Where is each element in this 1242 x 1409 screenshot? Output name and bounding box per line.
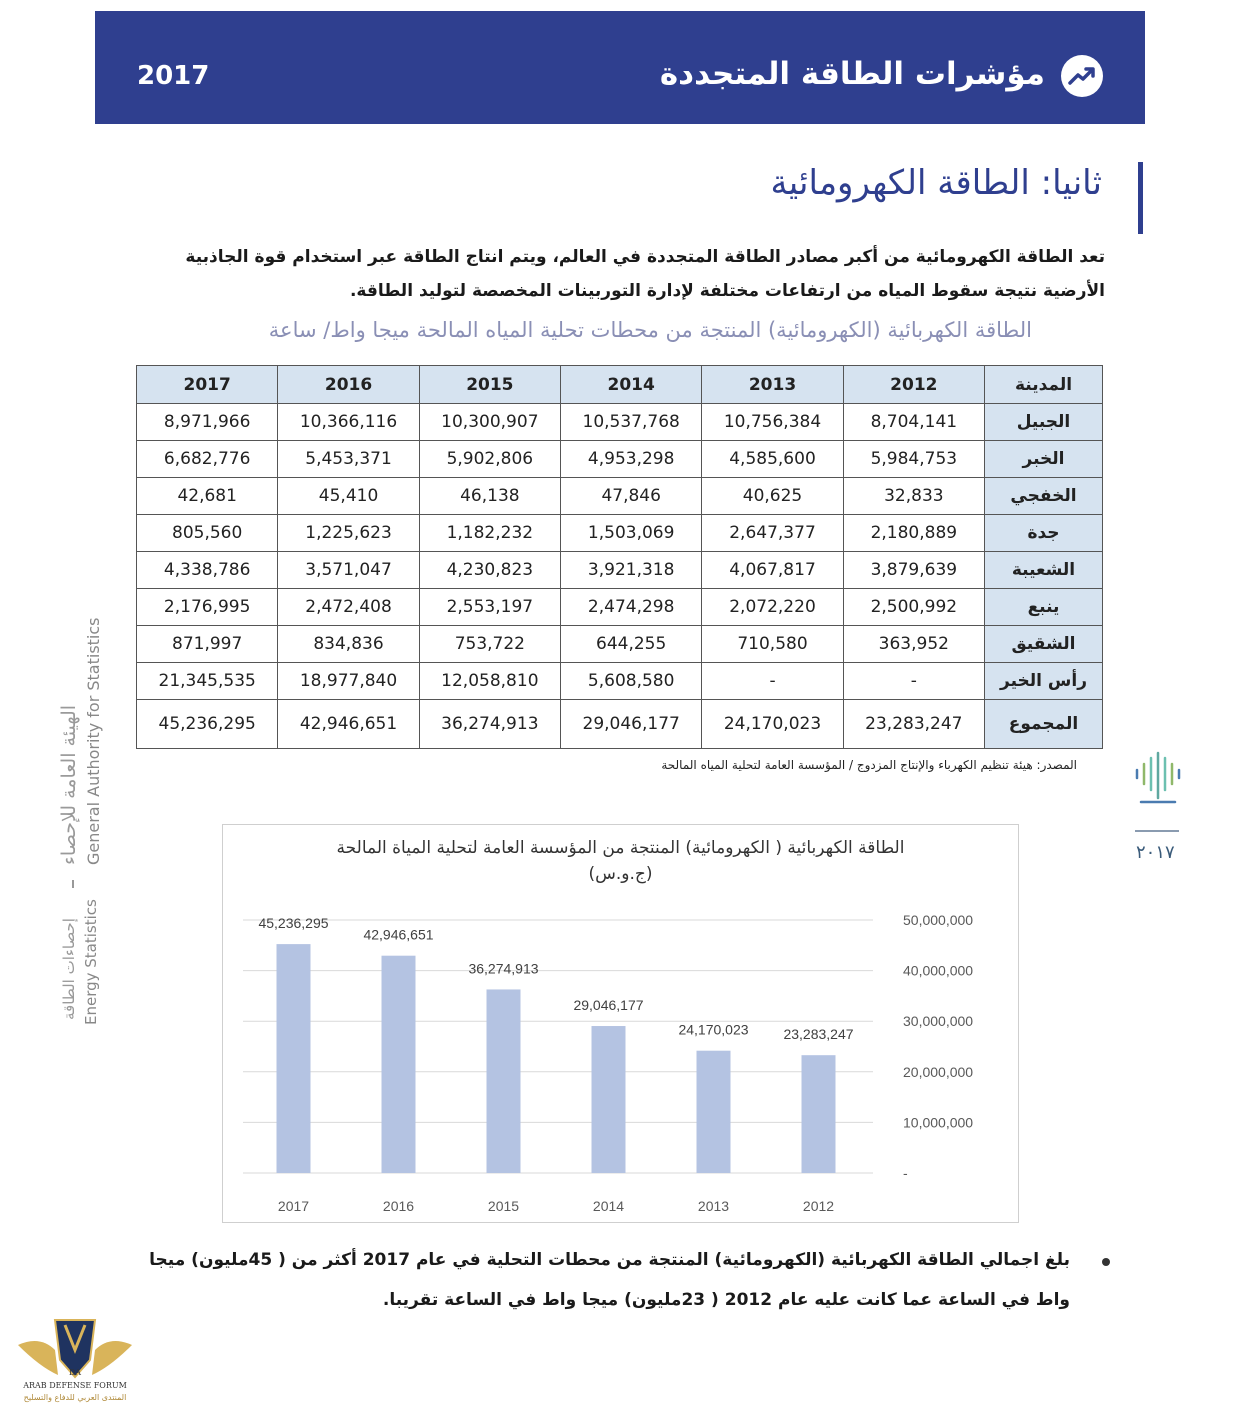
- bar-value-label: 42,946,651: [363, 926, 434, 943]
- bar: [802, 1055, 836, 1173]
- table-cell-value: 3,879,639: [843, 552, 984, 589]
- table-cell-value: 8,704,141: [843, 404, 984, 441]
- bar: [487, 989, 521, 1173]
- table-cell-value: 1,182,232: [419, 515, 560, 552]
- table-header-year: 2017: [137, 366, 278, 404]
- table-source: المصدر: هيئة تنظيم الكهرباء والإنتاج المزدوج / المؤسسة العامة لتحلية المياه المالحة: [661, 758, 1077, 772]
- table-cell-value: -: [702, 663, 843, 700]
- table-cell-value: 4,953,298: [561, 441, 702, 478]
- table-cell-value: 2,072,220: [702, 589, 843, 626]
- table-header-year: 2013: [702, 366, 843, 404]
- table-cell-value: 4,338,786: [137, 552, 278, 589]
- table-cell-value: 8,971,966: [137, 404, 278, 441]
- table-title: الطاقة الكهربائية (الكهرومائية) المنتجة من محطات تحلية المياه المالحة ميجا واط/ ساعة: [268, 318, 1032, 342]
- y-tick-label: 20,000,000: [903, 1063, 974, 1080]
- forum-logo-mark: DA: [68, 1368, 82, 1377]
- bar-value-label: 24,170,023: [678, 1021, 749, 1038]
- table-cell-value: 47,846: [561, 478, 702, 515]
- forum-logo-line2: المنتدى العربي للدفاع والتسليح: [23, 1393, 127, 1402]
- forum-watermark-logo: [10, 1305, 140, 1405]
- table-cell-value: 45,236,295: [137, 700, 278, 749]
- table-cell-city: ينبع: [985, 589, 1103, 626]
- table-total-row: [137, 700, 1103, 749]
- table-cell-value: 4,067,817: [702, 552, 843, 589]
- table-cell-value: 871,997: [137, 626, 278, 663]
- table-cell-value: 2,553,197: [419, 589, 560, 626]
- x-tick-label: 2012: [802, 1198, 835, 1214]
- bar: [277, 944, 311, 1173]
- org-name-en: General Authority for Statistics: [84, 617, 103, 865]
- summary-text: بلغ اجمالي الطاقة الكهربائية (الكهرومائية) المنتجة من محطات التحلية في عام 2017 أكثر من ( 45مليون) ميجا واط في الساعة عما كانت عليه عام 2012 ( 23مليون) ميجا واط في الساعة تقريبا.: [149, 1250, 1070, 1310]
- x-tick-label: 2017: [277, 1198, 310, 1214]
- bar: [697, 1051, 731, 1173]
- publication-name-ar: إحصاءات الطاقة: [60, 918, 78, 1020]
- table-cell-value: 5,608,580: [561, 663, 702, 700]
- table-row: [137, 589, 1103, 626]
- table-cell-value: 3,921,318: [561, 552, 702, 589]
- table-header-city: المدينة: [985, 366, 1103, 404]
- bar-value-label: 23,283,247: [783, 1026, 854, 1043]
- table-cell-value: 5,984,753: [843, 441, 984, 478]
- chart-title: الطاقة الكهربائية ( الكهرومائية) المنتجة من المؤسسة العامة لتحلية المياة المالحة: [336, 838, 905, 858]
- table-cell-value: 644,255: [561, 626, 702, 663]
- table-row: [137, 441, 1103, 478]
- table-cell-value: 10,300,907: [419, 404, 560, 441]
- table-cell-city: رأس الخير: [985, 663, 1103, 700]
- table-cell-value: 42,681: [137, 478, 278, 515]
- table-cell-city: جدة: [985, 515, 1103, 552]
- x-tick-label: 2016: [382, 1198, 415, 1214]
- x-tick-label: 2015: [487, 1198, 520, 1214]
- bar-value-label: 29,046,177: [573, 997, 644, 1014]
- table-cell-value: 36,274,913: [419, 700, 560, 749]
- y-tick-label: 50,000,000: [903, 912, 974, 928]
- table-cell-value: 24,170,023: [702, 700, 843, 749]
- publication-name-en: Energy Statistics: [82, 899, 100, 1025]
- table-cell-value: 10,366,116: [278, 404, 419, 441]
- statistics-logo: [1133, 748, 1183, 808]
- table-cell-value: 1,503,069: [561, 515, 702, 552]
- table-cell-value: 363,952: [843, 626, 984, 663]
- summary-bullet: [135, 1240, 1110, 1320]
- table-cell-value: 5,453,371: [278, 441, 419, 478]
- header-year: 2017: [137, 61, 210, 91]
- table-header-row: [137, 366, 1103, 404]
- table-cell-value: 42,946,651: [278, 700, 419, 749]
- y-tick-label: 10,000,000: [903, 1114, 974, 1131]
- table-cell-value: 4,230,823: [419, 552, 560, 589]
- section-accent-bar: [1138, 162, 1143, 234]
- table-cell-value: 10,756,384: [702, 404, 843, 441]
- table-cell-value: 12,058,810: [419, 663, 560, 700]
- table-cell-value: 40,625: [702, 478, 843, 515]
- table-row: [137, 515, 1103, 552]
- chart-subtitle: (ج.و.س): [588, 864, 653, 884]
- table-header-year: 2012: [843, 366, 984, 404]
- org-name-ar: الهيئة العامة للإحصاء: [58, 704, 80, 865]
- table-cell-value: 5,902,806: [419, 441, 560, 478]
- table-cell-value: 10,537,768: [561, 404, 702, 441]
- table-row: [137, 478, 1103, 515]
- bullet-dot: [1102, 1258, 1110, 1266]
- table-row: [137, 626, 1103, 663]
- logo-year: ٢٠١٧: [1136, 842, 1175, 863]
- sidebar-divider: [72, 880, 74, 888]
- bar: [592, 1026, 626, 1173]
- intro-paragraph: تعد الطاقة الكهرومائية من أكبر مصادر الطاقة المتجددة في العالم، ويتم انتاج الطاقة عبر استخدام قوة الجاذبية الأرضية نتيجة سقوط المياه من ارتفاعات مختلفة لإدارة التوربينات المخصصة لتوليد الطاقة.: [185, 247, 1105, 301]
- table-cell-value: 23,283,247: [843, 700, 984, 749]
- y-tick-label: 30,000,000: [903, 1013, 974, 1030]
- table-cell-city: الشعيبة: [985, 552, 1103, 589]
- table-cell-value: 2,647,377: [702, 515, 843, 552]
- table-cell-value: 3,571,047: [278, 552, 419, 589]
- table-cell-value: 21,345,535: [137, 663, 278, 700]
- table-cell-value: 753,722: [419, 626, 560, 663]
- bar: [382, 956, 416, 1173]
- table-cell-value: 805,560: [137, 515, 278, 552]
- table-cell-value: 6,682,776: [137, 441, 278, 478]
- table-header-year: 2015: [419, 366, 560, 404]
- table-cell-value: -: [843, 663, 984, 700]
- x-tick-label: 2013: [697, 1198, 730, 1214]
- table-cell-city: الشقيق: [985, 626, 1103, 663]
- table-cell-value: 2,472,408: [278, 589, 419, 626]
- y-tick-label: 40,000,000: [903, 962, 974, 979]
- table-row: [137, 552, 1103, 589]
- table-cell-city: الجبيل: [985, 404, 1103, 441]
- table-row: [137, 404, 1103, 441]
- table-header-year: 2016: [278, 366, 419, 404]
- section-title: ثانيا: الطاقة الكهرومائية: [770, 163, 1102, 203]
- table-cell-city: الخفجي: [985, 478, 1103, 515]
- table-cell-value: 18,977,840: [278, 663, 419, 700]
- table-cell-city: المجموع: [985, 700, 1103, 749]
- table-cell-value: 29,046,177: [561, 700, 702, 749]
- header-title: مؤشرات الطاقة المتجددة: [659, 56, 1045, 92]
- bar-value-label: 45,236,295: [258, 915, 329, 932]
- table-cell-value: 2,180,889: [843, 515, 984, 552]
- x-tick-label: 2014: [592, 1198, 625, 1214]
- table-cell-value: 2,500,992: [843, 589, 984, 626]
- logo-divider: [1135, 830, 1179, 832]
- table-header-year: 2014: [561, 366, 702, 404]
- table-cell-value: 834,836: [278, 626, 419, 663]
- table-row: [137, 663, 1103, 700]
- table-cell-value: 45,410: [278, 478, 419, 515]
- bar-value-label: 36,274,913: [468, 960, 539, 977]
- table-cell-value: 2,176,995: [137, 589, 278, 626]
- header-banner: [95, 11, 1145, 124]
- table-cell-value: 46,138: [419, 478, 560, 515]
- table-cell-value: 4,585,600: [702, 441, 843, 478]
- table-cell-value: 1,225,623: [278, 515, 419, 552]
- y-tick-label: -: [903, 1165, 908, 1181]
- bar-chart: [222, 824, 1019, 1223]
- table-cell-value: 710,580: [702, 626, 843, 663]
- table-cell-value: 32,833: [843, 478, 984, 515]
- data-table: [136, 365, 1103, 749]
- table-cell-value: 2,474,298: [561, 589, 702, 626]
- trend-up-icon: [1061, 55, 1103, 97]
- forum-logo-line1: ARAB DEFENSE FORUM: [23, 1381, 127, 1390]
- table-cell-city: الخبر: [985, 441, 1103, 478]
- chart-plot: [223, 825, 1018, 1222]
